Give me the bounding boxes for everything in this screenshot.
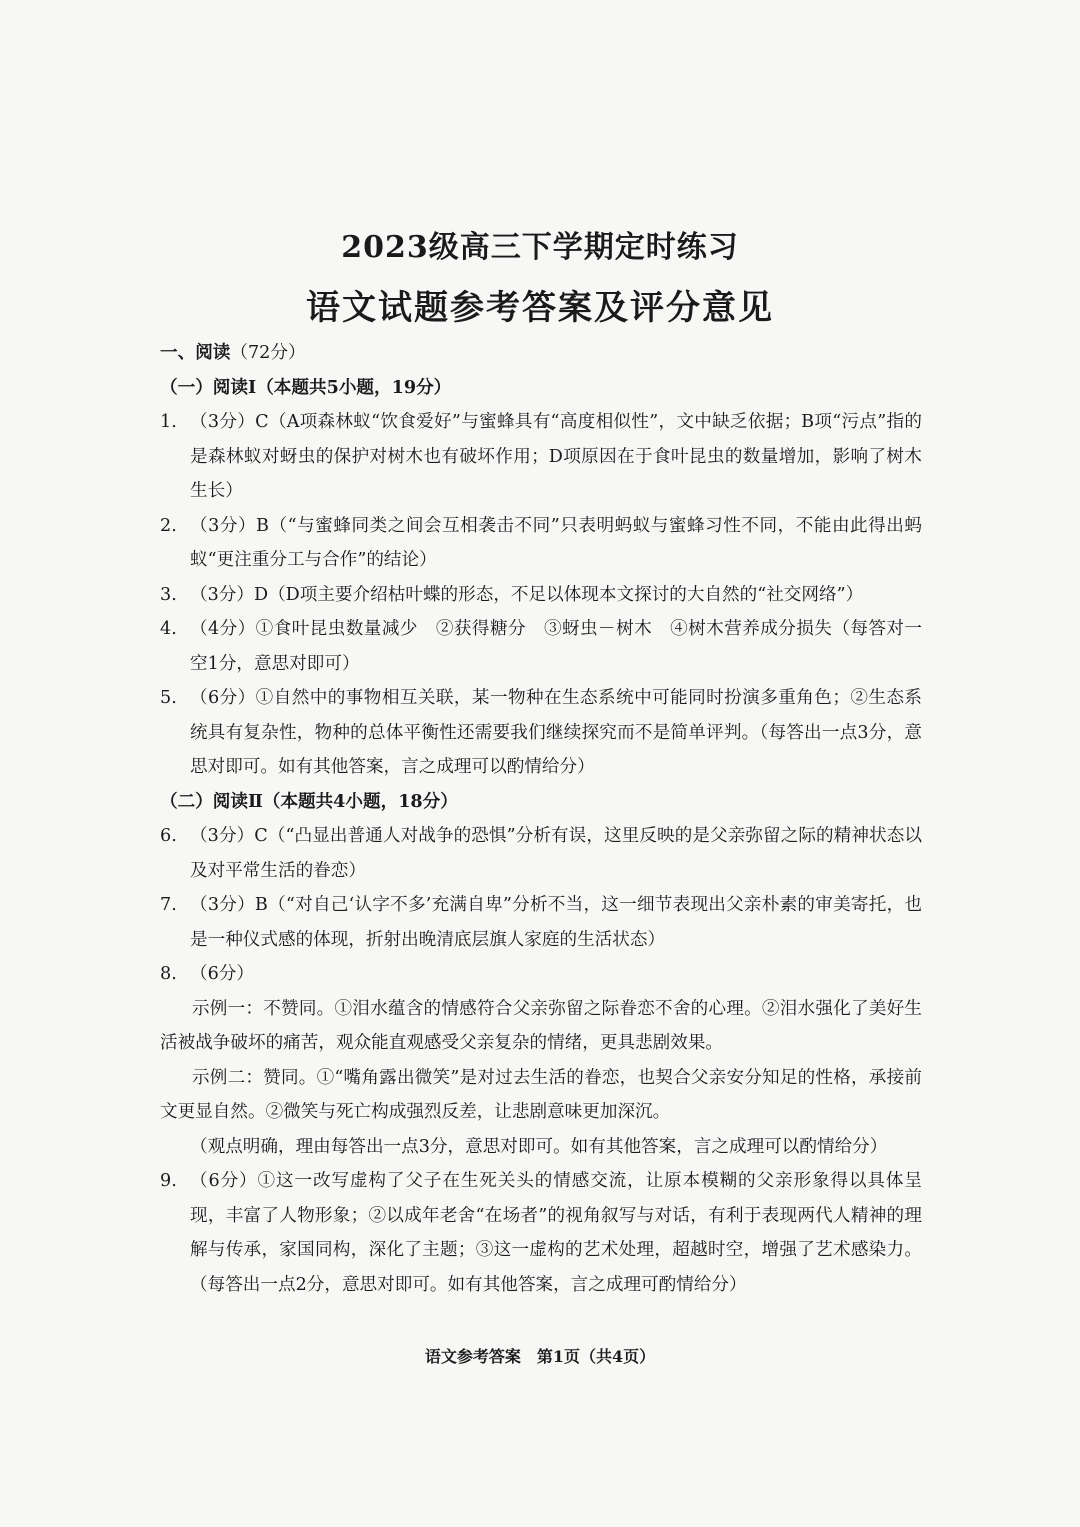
answer-text: （3分）C（“凸显出普通人对战争的恐惧”分析有误，这里反映的是父亲弥留之际的精神状态以及对平常生活的眷恋） [190, 826, 922, 881]
question-number: 3. [160, 584, 177, 605]
answer-body [160, 336, 922, 1302]
section-points: （72分） [230, 343, 306, 363]
example-answer-1: 示例一：不赞同。①泪水蕴含的情感符合父亲弥留之际眷恋不舍的心理。②泪水强化了美好生活被战争破坏的痛苦，观众能直观感受父亲复杂的情绪，更具悲剧效果。 [160, 998, 922, 1053]
answer-text: （6分）①自然中的事物相互关联，某一物种在生态系统中可能同时扮演多重角色；②生态系统具有复杂性，物种的总体平衡性还需要我们继续探究而不是简单评判。（每答出一点3分，意思对即可。如有其他答案，言之成理可以酌情给分） [190, 688, 922, 777]
question-number: 2. [160, 515, 177, 536]
question-number: 1. [160, 412, 177, 432]
question-number: 5. [160, 688, 177, 708]
subsection-heading-reading-1: （一）阅读Ⅰ（本题共5小题，19分） [160, 376, 452, 398]
answer-item-4 [160, 612, 922, 681]
answer-item-2 [160, 509, 922, 578]
question-number: 9. [160, 1171, 177, 1191]
page-footer: 语文参考答案 第1页（共4页） [424, 1347, 656, 1366]
subsection-heading-reading-2: （二）阅读Ⅱ（本题共4小题，18分） [160, 790, 458, 812]
answer-text: （6分）①这一改写虚构了父子在生死关头的情感交流，让原本模糊的父亲形象得以具体呈现，丰富了人物形象；②以成年老舍“在场者”的视角叙写与对话，有利于表现两代人精神的理解与传承，家国同构，深化了主题；③这一虚构的艺术处理，超越时空，增强了艺术感染力。（每答出一点2分，意思对即可。如有其他答案，言之成理可酌情给分） [190, 1171, 922, 1295]
exam-title: 2023级高三下学期定时练习 [341, 230, 739, 265]
answer-item-5 [160, 681, 922, 785]
answer-text: （3分）B（“与蜜蜂同类之间会互相袭击不同”只表明蚂蚁与蜜蜂习性不同，不能由此得出蚂蚁“更注重分工与合作”的结论） [190, 515, 922, 570]
question-number: 4. [160, 619, 177, 639]
scoring-note: （观点明确，理由每答出一点3分，意思对即可。如有其他答案，言之成理可以酌情给分） [190, 1136, 888, 1157]
answer-text: （6分） [190, 964, 254, 984]
section-heading-reading [160, 336, 922, 371]
answer-item-6 [160, 819, 922, 888]
question-number: 7. [160, 895, 177, 915]
example-answer-2: 示例二：赞同。①“嘴角露出微笑”是对过去生活的眷恋，也契合父亲安分知足的性格，承接前文更显自然。②微笑与死亡构成强烈反差，让悲剧意味更加深沉。 [160, 1067, 922, 1122]
answer-item-1 [160, 405, 922, 509]
question-number: 8. [160, 964, 177, 984]
answer-key-title: 语文试题参考答案及评分意见 [306, 288, 774, 328]
answer-text: （3分）B（“对自己‘认字不多’充满自卑”分析不当，这一细节表现出父亲朴素的审美寄托，也是一种仪式感的体现，折射出晚清底层旗人家庭的生活状态） [190, 895, 922, 950]
question-number: 6. [160, 826, 177, 846]
answer-text: （3分）C（A项森林蚁“饮食爱好”与蜜蜂具有“高度相似性”，文中缺乏依据；B项“污点”指的是森林蚁对蚜虫的保护对树木也有破坏作用；D项原因在于食叶昆虫的数量增加，影响了树木生长） [190, 412, 922, 501]
section-label: 一、阅读 [160, 342, 231, 363]
answer-text: （3分）D（D项主要介绍枯叶蝶的形态，不足以体现本文探讨的大自然的“社交网络”） [190, 584, 864, 605]
answer-text: （4分）①食叶昆虫数量减少 ②获得糖分 ③蚜虫－树木 ④树木营养成分损失（每答对一空1分，意思对即可） [190, 619, 922, 674]
answer-item-9 [160, 1164, 922, 1302]
answer-item-7 [160, 888, 922, 957]
answer-item-8 [160, 957, 922, 992]
answer-item-3 [160, 578, 922, 613]
